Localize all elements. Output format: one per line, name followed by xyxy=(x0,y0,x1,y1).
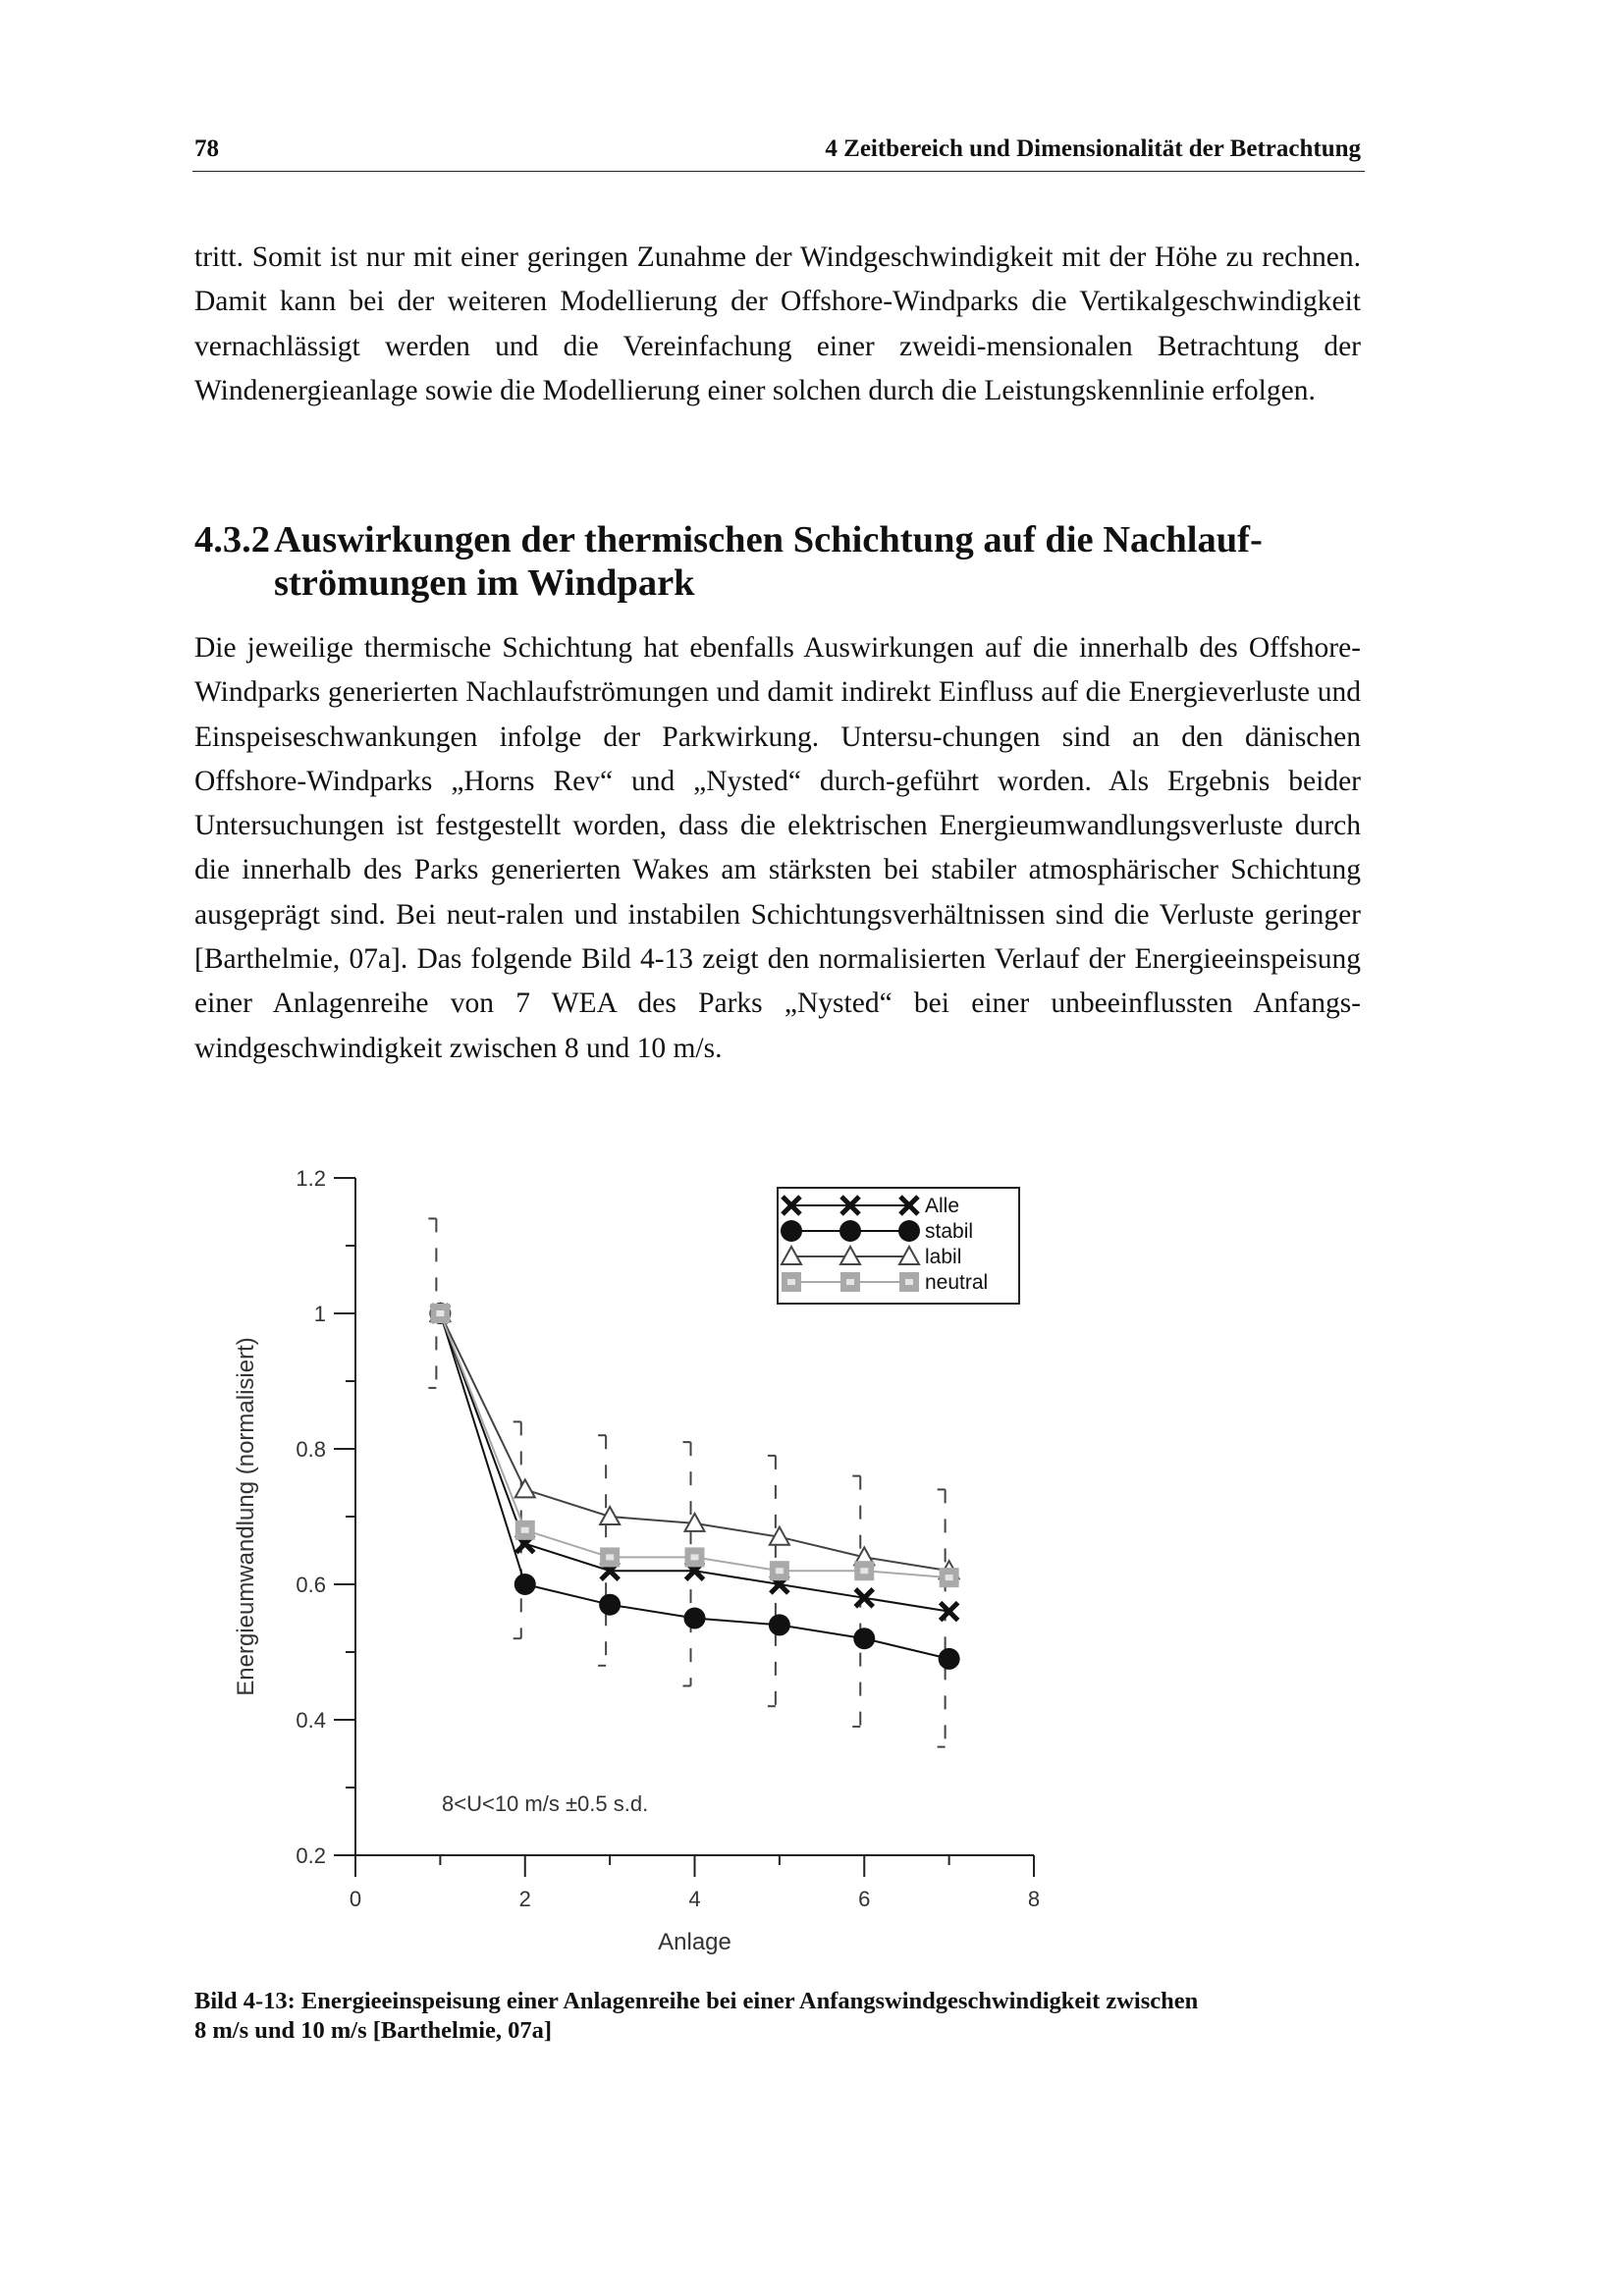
data-point-labil xyxy=(600,1507,620,1524)
data-point-neutral-inner xyxy=(521,1527,529,1533)
paragraph-2: Die jeweilige thermische Schichtung hat ebenfalls Auswirkungen auf die innerhalb des Offshore-Windparks generierten Nachlaufströmungen und damit indirekt Einfluss auf die Energieverluste und Einspeiseschwankungen infolge der Parkwirkung. Untersu-chungen sind an den dänischen Offshore-Windparks „Horns Rev“ und „Nysted“ durch-geführt worden. Als Ergebnis beider Untersuchungen ist festgestellt worden, dass die elektrischen Energieumwandlungsverluste durch die innerhalb des Parks generierten Wakes am stärksten bei stabiler atmosphärischer Schichtung ausgeprägt sind. Bei neut-ralen und instabilen Schichtungsverhältnissen sind die Verluste geringer [Barthelmie, 07a]. Das folgende Bild 4-13 zeigt den normalisierten Verlauf der Energieeinspeisung einer Anlagenreihe von 7 WEA des Parks „Nysted“ bei einer unbeeinflussten Anfangs-windgeschwindigkeit zwischen 8 und 10 m/s. xyxy=(194,632,1361,1064)
y-tick-label: 1 xyxy=(313,1302,326,1326)
legend-marker-neutral-inner xyxy=(846,1279,854,1285)
legend-label-stabil: stabil xyxy=(925,1220,974,1243)
legend-marker-neutral-inner xyxy=(787,1279,795,1285)
data-point-stabil xyxy=(514,1574,536,1595)
x-tick-label: 6 xyxy=(858,1887,871,1911)
chart-annotation: 8<U<10 m/s ±0.5 s.d. xyxy=(442,1791,649,1817)
data-point-stabil xyxy=(939,1648,960,1670)
running-title: 4 Zeitbereich und Dimensionalität der Betrachtung xyxy=(825,135,1361,162)
data-point-stabil xyxy=(599,1594,621,1616)
data-point-stabil xyxy=(684,1608,706,1629)
x-tick-label: 8 xyxy=(1027,1887,1041,1911)
data-point-stabil xyxy=(769,1614,790,1635)
section-heading xyxy=(194,518,1363,605)
legend-label-Alle: Alle xyxy=(925,1195,960,1217)
data-point-neutral-inner xyxy=(436,1310,444,1316)
x-tick-label: 4 xyxy=(688,1887,701,1911)
legend-marker-neutral-inner xyxy=(905,1279,913,1285)
data-point-neutral-inner xyxy=(860,1568,868,1574)
x-tick-label: 2 xyxy=(518,1887,531,1911)
caption-line2: 8 m/s und 10 m/s [Barthelmie, 07a] xyxy=(194,2017,553,2044)
caption-line1: Bild 4-13: Energieeinspeisung einer Anlagenreihe bei einer Anfangswindgeschwindigkeit zwischen xyxy=(194,1988,1199,2014)
legend-label-labil: labil xyxy=(925,1246,962,1268)
paragraph-1: tritt. Somit ist nur mit einer geringen Zunahme der Windgeschwindigkeit mit der Höhe zu rechnen. Damit kann bei der weiteren Modellierung der Offshore-Windparks die Vertikalgeschwindigkeit vernachlässigt werden und die Vereinfachung einer zweidi-mensionalen Betrachtung der Windenergieanlage sowie die Modellierung einer solchen durch die Leistungskennlinie erfolgen. xyxy=(194,241,1361,406)
data-point-stabil xyxy=(853,1628,875,1649)
y-tick-label: 0.4 xyxy=(296,1708,326,1733)
page-header xyxy=(192,132,1365,172)
legend-label-neutral: neutral xyxy=(925,1271,989,1294)
y-tick-label: 0.8 xyxy=(296,1437,326,1462)
data-point-neutral-inner xyxy=(946,1575,953,1580)
x-axis-label: Anlage xyxy=(658,1929,731,1955)
section-number: 4.3.2 xyxy=(194,519,270,561)
x-tick-label: 0 xyxy=(349,1887,362,1911)
data-point-neutral-inner xyxy=(776,1568,784,1574)
data-point-neutral-inner xyxy=(606,1554,614,1560)
data-point-labil xyxy=(515,1479,535,1497)
legend-marker-stabil xyxy=(839,1220,861,1242)
y-tick-label: 0.6 xyxy=(296,1573,326,1597)
y-axis-label: Energieumwandlung (normalisiert) xyxy=(233,1337,259,1696)
data-point-neutral-inner xyxy=(691,1554,699,1560)
line-chart xyxy=(216,1148,1080,1973)
page-number: 78 xyxy=(194,135,219,162)
legend-marker-stabil xyxy=(898,1220,920,1242)
legend-marker-stabil xyxy=(781,1220,802,1242)
y-tick-label-top: 1.2 xyxy=(296,1166,326,1191)
figure-chart xyxy=(216,1148,1080,1973)
y-tick-label: 0.2 xyxy=(296,1843,326,1868)
figure-caption xyxy=(194,1987,1363,2046)
section-title-line1: Auswirkungen der thermischen Schichtung auf die Nachlauf- xyxy=(274,519,1263,561)
section-title-line2: strömungen im Windpark xyxy=(274,562,695,604)
